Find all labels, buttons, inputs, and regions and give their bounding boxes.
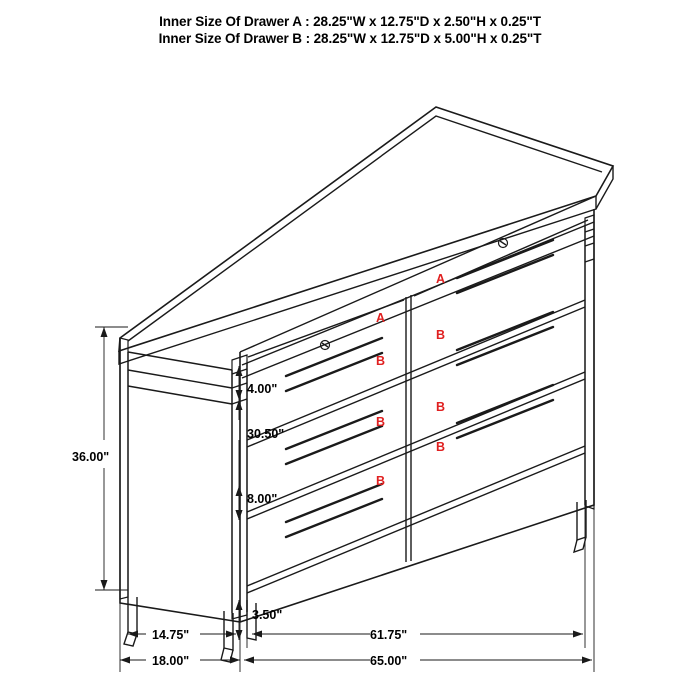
dim-drawer-stack-height: 30.50" — [247, 427, 285, 441]
drawer-marker-b-right-1: B — [436, 328, 446, 342]
dim-side-depth-upper: 14.75" — [152, 628, 190, 642]
drawer-marker-b-left-3: B — [376, 474, 386, 488]
dim-leg-height: 3.50" — [252, 608, 283, 622]
dim-bottom-drawer-height: 8.00" — [247, 492, 278, 506]
drawer-b-spec-text: Inner Size Of Drawer B : 28.25"W x 12.75"D x 5.00"H x 0.25"T — [158, 31, 542, 46]
drawer-marker-b-left-1: B — [376, 354, 386, 368]
drawer-marker-b-right-3: B — [436, 440, 446, 454]
drawer-marker-b-left-2: B — [376, 415, 386, 429]
dim-front-width-overall: 65.00" — [370, 654, 408, 668]
drawer-marker-a-left: A — [376, 311, 386, 325]
drawer-marker-b-right-2: B — [436, 400, 446, 414]
drawer-marker-a-right: A — [436, 272, 446, 286]
dim-side-depth-lower: 18.00" — [152, 654, 190, 668]
dim-top-to-first-drawer: 4.00" — [247, 382, 278, 396]
dim-height-overall: 36.00" — [72, 450, 110, 464]
dim-front-width-inner: 61.75" — [370, 628, 408, 642]
drawer-a-spec-text: Inner Size Of Drawer A : 28.25"W x 12.75"D x 2.50"H x 0.25"T — [159, 14, 541, 29]
